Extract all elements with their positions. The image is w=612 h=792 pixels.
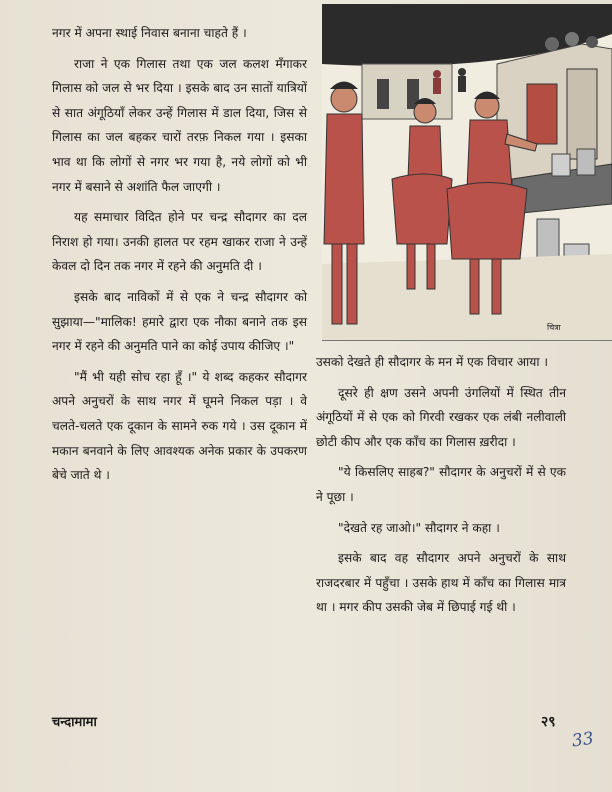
paragraph: नगर में अपना स्थाई निवास बनाना चाहते हैं । <box>52 26 247 40</box>
paragraph: उसको देखते ही सौदागर के मन में एक विचार आया । <box>316 355 548 369</box>
illustration-drawing <box>322 4 612 340</box>
magazine-title: चन्दामामा <box>52 715 97 730</box>
paragraph: राजा ने एक गिलास तथा एक जल कलश मँगाकर गिलास को जल से भर दिया । इसके बाद उन सातों यात्रियों से सात अंगूठियाँ लेकर उन्हें गिलास में डाल दिया, जिस से गिलास का जल बहकर चारों तरफ़ निकल गया । इसका भाव था कि लोगों से नगर भर गया है, नये लोगों को भी नगर में बसाने से अशांति फैल जाएगी । <box>52 56 307 194</box>
paragraph: दूसरे ही क्षण उसने अपनी उंगलियों में स्थित तीन अंगूठियों में से एक को गिरवी रखकर एक लंबी नलीवाली छोटी कीप और एक काँच का गिलास ख़रीदा । <box>316 385 566 449</box>
artist-signature: चित्रा <box>547 323 561 332</box>
paragraph: "ये किसलिए साहब?" सौदागर के अनुचरों में से एक ने पूछा । <box>316 465 566 504</box>
paragraph: यह समाचार विदित होने पर चन्द्र सौदागर का दल निराश हो गया। उनकी हालत पर रहम खाकर राजा ने उन्हें केवल दो दिन तक नगर में रहने की अनुमति दी । <box>52 210 307 274</box>
paragraph: "मैं भी यही सोच रहा हूँ ।" ये शब्द कहकर सौदागर अपने अनुचरों के साथ नगर में घूमने निकल पड़ा । वे चलते-चलते एक दूकान के सामने रुक गये । उस दूकान में मकान बनवाने के लिए आवश्यक अनेक प्रकार के उपकरण बेचे जाते थे । <box>52 369 307 483</box>
handwritten-page-mark: 33 <box>570 728 595 752</box>
paragraph: इसके बाद नाविकों में से एक ने चन्द्र सौदागर को सुझाया—"मालिक! हमारे द्वारा एक नौका बनाने तक इस नगर में रहने की अनुमति पाने का कोई उपाय कीजिए ।" <box>52 289 307 354</box>
left-text-column <box>52 21 307 494</box>
shop-scene-illustration <box>322 4 612 341</box>
page-number: २९ <box>541 714 556 730</box>
paragraph: इसके बाद वह सौदागर अपने अनुचरों के साथ राजदरबार में पहुँचा । उसके हाथ में काँच का गिलास मात्र था । मगर कीप उसकी जेब में छिपाई गई थी । <box>316 551 566 615</box>
paragraph: "देखते रह जाओ।" सौदागर ने कहा । <box>338 520 500 535</box>
right-text-column <box>316 350 566 626</box>
